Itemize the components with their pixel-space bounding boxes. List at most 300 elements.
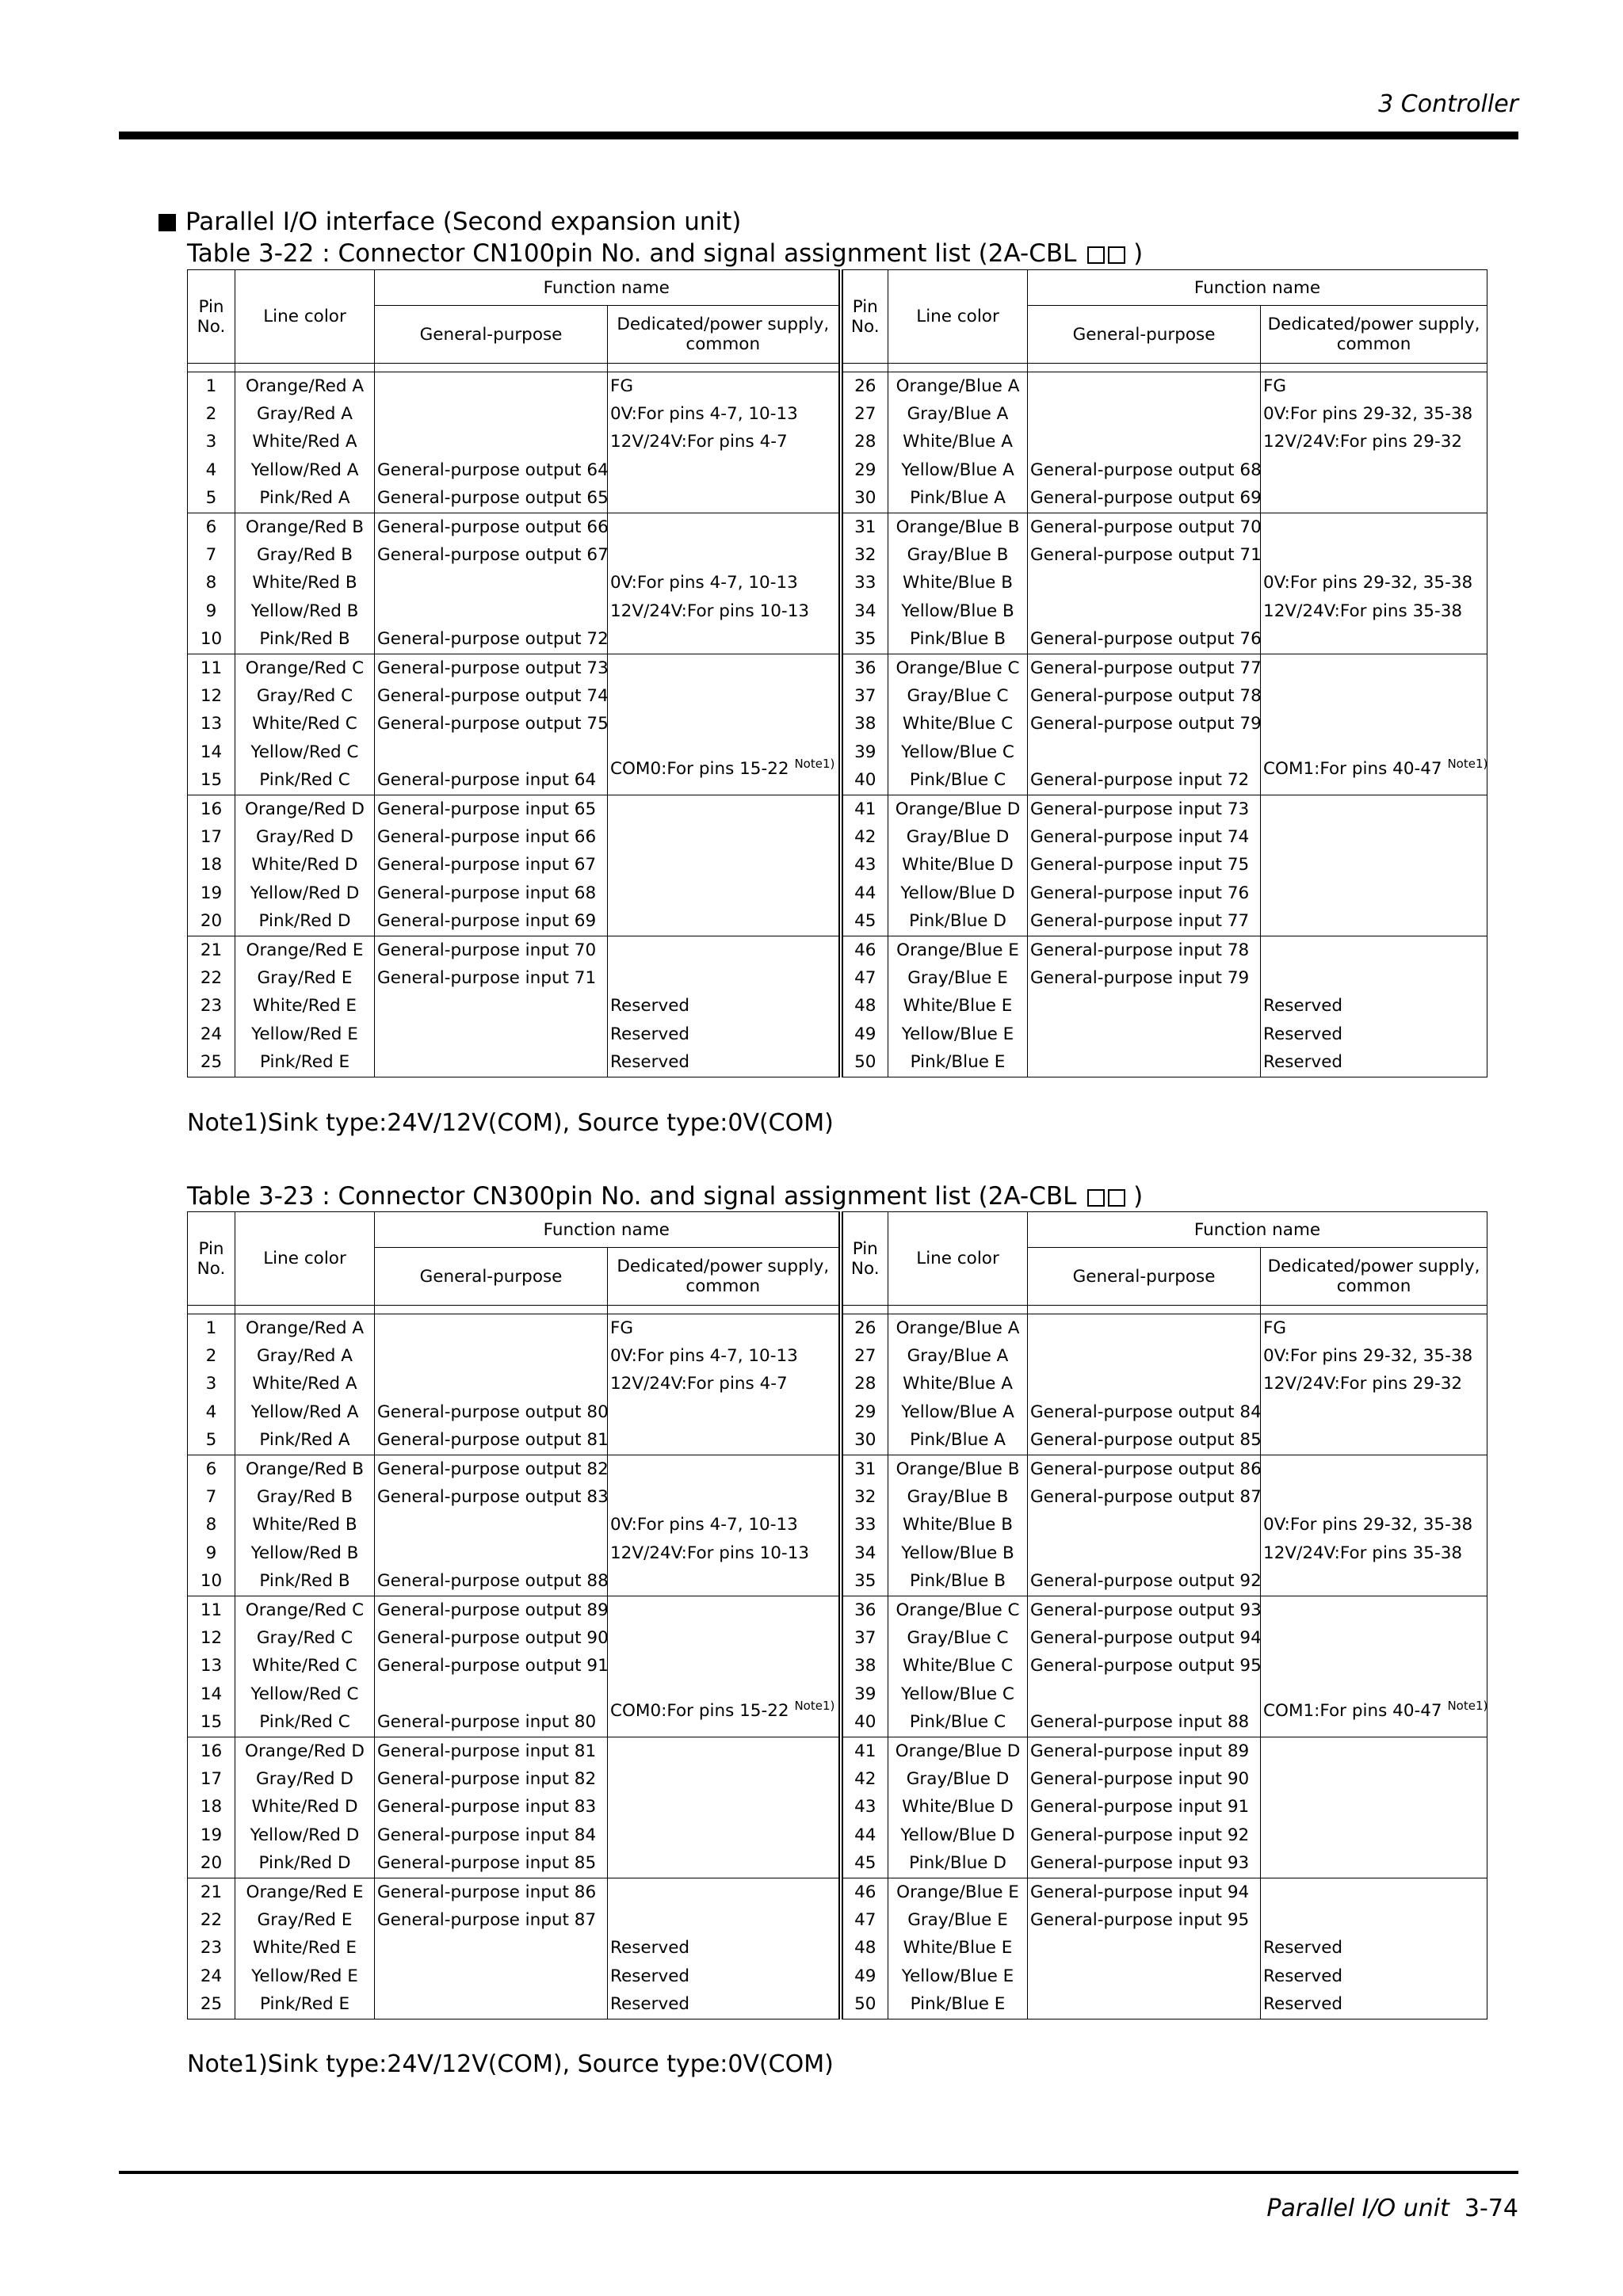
- table-caption: [187, 239, 1143, 268]
- general-purpose: [1028, 1680, 1261, 1708]
- general-purpose: [1028, 1962, 1261, 1990]
- pin-number: 18: [188, 1794, 235, 1821]
- pin-number: 44: [841, 1821, 888, 1849]
- pin-number: 20: [188, 1849, 235, 1878]
- dedicated: [1261, 879, 1487, 907]
- header-dedicated: Dedicated/power supply, common: [1261, 1248, 1487, 1306]
- pin-number: 36: [841, 1596, 888, 1624]
- table-row: [188, 1849, 1487, 1878]
- pin-number: 31: [841, 1455, 888, 1483]
- table-row: [188, 1512, 1487, 1539]
- line-color: Gray/Red A: [235, 1342, 375, 1370]
- placeholder-box-icon: [1087, 1189, 1105, 1207]
- pin-number: 11: [188, 654, 235, 682]
- signal-table: [187, 269, 1487, 1077]
- pin-number: 27: [841, 1342, 888, 1370]
- dedicated: [1261, 456, 1487, 484]
- section-title-text: Parallel I/O interface (Second expansion unit): [185, 208, 742, 236]
- note-ref: Note1): [1447, 756, 1488, 771]
- dedicated: 12V/24V:For pins 4-7: [608, 1371, 841, 1398]
- table-caption-text: Table 3-22 : Connector CN100pin No. and signal assignment list (2A-CBL: [187, 239, 1077, 268]
- table-row: [188, 936, 1487, 964]
- line-color: Orange/Blue D: [888, 795, 1028, 823]
- dedicated: 0V:For pins 29-32, 35-38: [1261, 400, 1487, 428]
- line-color: Orange/Blue A: [888, 1314, 1028, 1343]
- line-color: Orange/Red C: [235, 654, 375, 682]
- table-row: [188, 1794, 1487, 1821]
- general-purpose: General-purpose input 84: [375, 1821, 608, 1849]
- general-purpose: General-purpose input 66: [375, 823, 608, 851]
- pin-number: 9: [188, 597, 235, 625]
- pin-number: 22: [188, 964, 235, 992]
- line-color: White/Blue A: [888, 429, 1028, 456]
- general-purpose: [375, 1512, 608, 1539]
- line-color: Orange/Blue B: [888, 513, 1028, 541]
- table-row: [188, 1737, 1487, 1765]
- pin-number: 37: [841, 682, 888, 710]
- dedicated: [1261, 964, 1487, 992]
- general-purpose: General-purpose output 78: [1028, 682, 1261, 710]
- table-row: [188, 1990, 1487, 2019]
- dedicated: [608, 1821, 841, 1849]
- table-row: [188, 1398, 1487, 1426]
- line-color: Gray/Blue E: [888, 964, 1028, 992]
- table-row: [188, 1314, 1487, 1343]
- dedicated: [1261, 1849, 1487, 1878]
- general-purpose: [375, 1935, 608, 1962]
- dedicated: [1261, 1794, 1487, 1821]
- line-color: Pink/Blue A: [888, 1427, 1028, 1455]
- table-row: [188, 1962, 1487, 1990]
- general-purpose: General-purpose input 73: [1028, 795, 1261, 823]
- pin-number: 45: [841, 1849, 888, 1878]
- pin-number: 32: [841, 1483, 888, 1511]
- table-row: [188, 682, 1487, 710]
- line-color: Gray/Blue E: [888, 1906, 1028, 1934]
- line-color: Gray/Red D: [235, 1765, 375, 1793]
- header-general-purpose: General-purpose: [1028, 1248, 1261, 1306]
- pin-number: 47: [841, 1906, 888, 1934]
- line-color: Yellow/Blue A: [888, 456, 1028, 484]
- line-color: Orange/Blue C: [888, 654, 1028, 682]
- pin-number: 2: [188, 1342, 235, 1370]
- table-row: [188, 1483, 1487, 1511]
- dedicated: [608, 1765, 841, 1793]
- pin-number: 26: [841, 1314, 888, 1343]
- dedicated: 0V:For pins 29-32, 35-38: [1261, 570, 1487, 597]
- dedicated: [1261, 1737, 1487, 1765]
- header-pin: Pin No.: [841, 270, 888, 364]
- line-color: Pink/Blue C: [888, 1708, 1028, 1737]
- pin-number: 43: [841, 1794, 888, 1821]
- header-line-color: Line color: [888, 1212, 1028, 1306]
- table-row: [188, 795, 1487, 823]
- pin-number: 34: [841, 1539, 888, 1567]
- pin-number: 29: [841, 1398, 888, 1426]
- line-color: White/Blue B: [888, 1512, 1028, 1539]
- table-row: [188, 1427, 1487, 1455]
- note-ref: Note1): [1447, 1698, 1488, 1713]
- line-color: Yellow/Blue B: [888, 1539, 1028, 1567]
- general-purpose: General-purpose output 81: [375, 1427, 608, 1455]
- dedicated: 12V/24V:For pins 4-7: [608, 429, 841, 456]
- line-color: White/Blue E: [888, 993, 1028, 1020]
- pin-number: 13: [188, 711, 235, 738]
- pin-number: 39: [841, 1680, 888, 1708]
- general-purpose: [1028, 993, 1261, 1020]
- line-color: Gray/Red B: [235, 1483, 375, 1511]
- header-pin: Pin No.: [841, 1212, 888, 1306]
- general-purpose: [1028, 1048, 1261, 1077]
- general-purpose: General-purpose output 86: [1028, 1455, 1261, 1483]
- header-dedicated: Dedicated/power supply, common: [1261, 306, 1487, 364]
- pin-number: 48: [841, 993, 888, 1020]
- pin-number: 17: [188, 823, 235, 851]
- table-row: [188, 1765, 1487, 1793]
- header-line-color: Line color: [235, 270, 375, 364]
- table-row: [188, 1455, 1487, 1483]
- general-purpose: General-purpose input 64: [375, 766, 608, 795]
- dedicated: FG: [1261, 1314, 1487, 1343]
- general-purpose: [375, 372, 608, 401]
- dedicated: [608, 1596, 841, 1624]
- line-color: Yellow/Red D: [235, 879, 375, 907]
- dedicated: 0V:For pins 29-32, 35-38: [1261, 1512, 1487, 1539]
- general-purpose: General-purpose output 91: [375, 1653, 608, 1680]
- line-color: White/Blue D: [888, 852, 1028, 879]
- general-purpose: General-purpose input 76: [1028, 879, 1261, 907]
- general-purpose: General-purpose input 79: [1028, 964, 1261, 992]
- dedicated: [608, 711, 841, 738]
- note-ref: Note1): [794, 1698, 835, 1713]
- table-row: [188, 1342, 1487, 1370]
- general-purpose: General-purpose output 64: [375, 456, 608, 484]
- line-color: Yellow/Blue E: [888, 1020, 1028, 1048]
- general-purpose: General-purpose input 72: [1028, 766, 1261, 795]
- dedicated: [608, 485, 841, 513]
- header-function-name: Function name: [375, 270, 841, 306]
- line-color: White/Red B: [235, 570, 375, 597]
- dedicated: [608, 1483, 841, 1511]
- pin-number: 4: [188, 1398, 235, 1426]
- pin-number: 26: [841, 372, 888, 401]
- dedicated: [1261, 1398, 1487, 1426]
- general-purpose: General-purpose input 92: [1028, 1821, 1261, 1849]
- header-general-purpose: General-purpose: [1028, 306, 1261, 364]
- placeholder-box-icon: [1108, 1189, 1125, 1207]
- line-color: Gray/Red A: [235, 400, 375, 428]
- table-note: Note1)Sink type:24V/12V(COM), Source type:0V(COM): [187, 2050, 834, 2078]
- general-purpose: [375, 1990, 608, 2019]
- line-color: Orange/Blue B: [888, 1455, 1028, 1483]
- general-purpose: General-purpose input 71: [375, 964, 608, 992]
- pin-number: 5: [188, 485, 235, 513]
- general-purpose: General-purpose input 95: [1028, 1906, 1261, 1934]
- general-purpose: General-purpose input 68: [375, 879, 608, 907]
- dedicated: 12V/24V:For pins 35-38: [1261, 1539, 1487, 1567]
- dedicated: [608, 541, 841, 569]
- header-general-purpose: General-purpose: [375, 1248, 608, 1306]
- general-purpose: [375, 1539, 608, 1567]
- general-purpose: General-purpose output 75: [375, 711, 608, 738]
- line-color: Gray/Blue C: [888, 1624, 1028, 1652]
- line-color: Gray/Blue B: [888, 1483, 1028, 1511]
- line-color: Orange/Blue A: [888, 372, 1028, 401]
- table-row: [188, 626, 1487, 654]
- pin-number: 10: [188, 1568, 235, 1596]
- line-color: Orange/Red D: [235, 795, 375, 823]
- dedicated: [608, 513, 841, 541]
- pin-number: 16: [188, 1737, 235, 1765]
- general-purpose: [375, 1342, 608, 1370]
- dedicated: [608, 1398, 841, 1426]
- dedicated: Reserved: [608, 1020, 841, 1048]
- general-purpose: General-purpose input 94: [1028, 1878, 1261, 1906]
- line-color: Yellow/Blue D: [888, 879, 1028, 907]
- table-caption-end: ): [1133, 239, 1144, 268]
- general-purpose: General-purpose input 86: [375, 1878, 608, 1906]
- header-line-color: Line color: [235, 1212, 375, 1306]
- general-purpose: General-purpose output 90: [375, 1624, 608, 1652]
- general-purpose: General-purpose output 88: [375, 1568, 608, 1596]
- line-color: Pink/Blue A: [888, 485, 1028, 513]
- table-row: [188, 654, 1487, 682]
- line-color: Yellow/Red A: [235, 1398, 375, 1426]
- general-purpose: [375, 1962, 608, 1990]
- footer: [1266, 2195, 1518, 2222]
- pin-number: 7: [188, 1483, 235, 1511]
- square-bullet-icon: [158, 214, 176, 231]
- table-row: [188, 711, 1487, 738]
- pin-number: 49: [841, 1020, 888, 1048]
- header-function-name: Function name: [1028, 270, 1487, 306]
- pin-number: 45: [841, 907, 888, 936]
- line-color: Yellow/Blue A: [888, 1398, 1028, 1426]
- general-purpose: [375, 738, 608, 766]
- pin-number: 33: [841, 570, 888, 597]
- general-purpose: General-purpose output 74: [375, 682, 608, 710]
- pin-number: 33: [841, 1512, 888, 1539]
- table-row: [188, 429, 1487, 456]
- general-purpose: General-purpose input 88: [1028, 1708, 1261, 1737]
- general-purpose: General-purpose output 70: [1028, 513, 1261, 541]
- general-purpose: General-purpose output 71: [1028, 541, 1261, 569]
- line-color: White/Red A: [235, 429, 375, 456]
- pin-number: 40: [841, 1708, 888, 1737]
- line-color: Orange/Red C: [235, 1596, 375, 1624]
- line-color: Gray/Blue D: [888, 1765, 1028, 1793]
- footer-title: Parallel I/O unit: [1266, 2195, 1449, 2222]
- line-color: Yellow/Red C: [235, 1680, 375, 1708]
- pin-number: 17: [188, 1765, 235, 1793]
- table-row: [188, 1539, 1487, 1567]
- pin-number: 50: [841, 1048, 888, 1077]
- table-row: [188, 1878, 1487, 1906]
- pin-number: 43: [841, 852, 888, 879]
- dedicated: [608, 1427, 841, 1455]
- line-color: Pink/Blue C: [888, 766, 1028, 795]
- line-color: White/Blue A: [888, 1371, 1028, 1398]
- pin-number: 34: [841, 597, 888, 625]
- line-color: Gray/Blue A: [888, 400, 1028, 428]
- general-purpose: [375, 1371, 608, 1398]
- line-color: Yellow/Red B: [235, 597, 375, 625]
- line-color: Yellow/Red C: [235, 738, 375, 766]
- table-row: [188, 597, 1487, 625]
- dedicated: [608, 626, 841, 654]
- line-color: Gray/Blue B: [888, 541, 1028, 569]
- dedicated: Reserved: [1261, 1935, 1487, 1962]
- com-text: COM0:For pins 15-22: [610, 758, 789, 779]
- com-cell: [608, 1680, 841, 1737]
- general-purpose: General-purpose output 68: [1028, 456, 1261, 484]
- pin-number: 35: [841, 626, 888, 654]
- line-color: White/Red E: [235, 1935, 375, 1962]
- line-color: Pink/Blue E: [888, 1990, 1028, 2019]
- general-purpose: [375, 1048, 608, 1077]
- table-row: [188, 852, 1487, 879]
- dedicated: [608, 682, 841, 710]
- line-color: White/Blue B: [888, 570, 1028, 597]
- pin-number: 41: [841, 795, 888, 823]
- general-purpose: [1028, 429, 1261, 456]
- pin-number: 44: [841, 879, 888, 907]
- table-caption-text: Table 3-23 : Connector CN300pin No. and signal assignment list (2A-CBL: [187, 1182, 1077, 1211]
- dedicated: 12V/24V:For pins 10-13: [608, 597, 841, 625]
- dedicated: [1261, 907, 1487, 936]
- dedicated: [1261, 1906, 1487, 1934]
- general-purpose: [1028, 1371, 1261, 1398]
- table-row: [188, 513, 1487, 541]
- general-purpose: [1028, 1314, 1261, 1343]
- com-cell: [1261, 738, 1487, 795]
- table-row: [188, 1624, 1487, 1652]
- page-number: 3-74: [1464, 2195, 1518, 2222]
- general-purpose: General-purpose output 93: [1028, 1596, 1261, 1624]
- general-purpose: General-purpose output 77: [1028, 654, 1261, 682]
- table-row: [188, 964, 1487, 992]
- pin-number: 6: [188, 513, 235, 541]
- placeholder-box-icon: [1108, 246, 1125, 264]
- general-purpose: General-purpose input 90: [1028, 1765, 1261, 1793]
- dedicated: [1261, 711, 1487, 738]
- pin-number: 1: [188, 372, 235, 401]
- dedicated: [608, 795, 841, 823]
- general-purpose: General-purpose output 95: [1028, 1653, 1261, 1680]
- pin-number: 38: [841, 1653, 888, 1680]
- general-purpose: General-purpose input 75: [1028, 852, 1261, 879]
- line-color: Gray/Blue D: [888, 823, 1028, 851]
- header-function-name: Function name: [1028, 1212, 1487, 1248]
- line-color: Orange/Blue D: [888, 1737, 1028, 1765]
- pin-number: 37: [841, 1624, 888, 1652]
- general-purpose: [1028, 1990, 1261, 2019]
- line-color: White/Blue C: [888, 1653, 1028, 1680]
- dedicated: [1261, 1624, 1487, 1652]
- dedicated: Reserved: [1261, 1048, 1487, 1077]
- line-color: Yellow/Red E: [235, 1020, 375, 1048]
- pin-number: 19: [188, 1821, 235, 1849]
- pin-number: 21: [188, 936, 235, 964]
- pin-number: 24: [188, 1020, 235, 1048]
- general-purpose: General-purpose output 85: [1028, 1427, 1261, 1455]
- placeholder-box-icon: [1087, 246, 1105, 264]
- pin-number: 39: [841, 738, 888, 766]
- dedicated: [608, 907, 841, 936]
- line-color: Gray/Red E: [235, 964, 375, 992]
- table-note: Note1)Sink type:24V/12V(COM), Source type:0V(COM): [187, 1109, 834, 1137]
- pin-number: 21: [188, 1878, 235, 1906]
- pin-number: 7: [188, 541, 235, 569]
- dedicated: [1261, 1653, 1487, 1680]
- pin-number: 20: [188, 907, 235, 936]
- pin-number: 32: [841, 541, 888, 569]
- pin-number: 12: [188, 682, 235, 710]
- dedicated: [608, 823, 841, 851]
- dedicated: Reserved: [1261, 1020, 1487, 1048]
- table-row: [188, 1568, 1487, 1596]
- general-purpose: [375, 1020, 608, 1048]
- general-purpose: [1028, 1539, 1261, 1567]
- dedicated: [608, 1906, 841, 1934]
- line-color: Orange/Blue E: [888, 936, 1028, 964]
- line-color: Orange/Red D: [235, 1737, 375, 1765]
- general-purpose: General-purpose output 79: [1028, 711, 1261, 738]
- general-purpose: General-purpose output 94: [1028, 1624, 1261, 1652]
- line-color: Pink/Blue E: [888, 1048, 1028, 1077]
- line-color: Gray/Red C: [235, 1624, 375, 1652]
- pin-number: 41: [841, 1737, 888, 1765]
- dedicated: 0V:For pins 4-7, 10-13: [608, 570, 841, 597]
- general-purpose: General-purpose input 74: [1028, 823, 1261, 851]
- line-color: Pink/Blue B: [888, 626, 1028, 654]
- line-color: White/Blue C: [888, 711, 1028, 738]
- line-color: Orange/Blue E: [888, 1878, 1028, 1906]
- line-color: Gray/Red E: [235, 1906, 375, 1934]
- pin-number: 23: [188, 993, 235, 1020]
- general-purpose: [375, 429, 608, 456]
- pin-number: 47: [841, 964, 888, 992]
- general-purpose: General-purpose output 72: [375, 626, 608, 654]
- line-color: Gray/Blue A: [888, 1342, 1028, 1370]
- table-row: [188, 738, 1487, 766]
- general-purpose: General-purpose input 82: [375, 1765, 608, 1793]
- general-purpose: [1028, 597, 1261, 625]
- header-rule: [119, 132, 1518, 139]
- dedicated: [608, 1849, 841, 1878]
- table-row: [188, 1680, 1487, 1708]
- dedicated: [1261, 852, 1487, 879]
- pin-number: 40: [841, 766, 888, 795]
- line-color: Pink/Blue D: [888, 907, 1028, 936]
- general-purpose: General-purpose output 69: [1028, 485, 1261, 513]
- line-color: Yellow/Blue B: [888, 597, 1028, 625]
- pin-number: 29: [841, 456, 888, 484]
- table-row: [188, 456, 1487, 484]
- general-purpose: General-purpose output 80: [375, 1398, 608, 1426]
- pin-number: 27: [841, 400, 888, 428]
- table-row: [188, 1653, 1487, 1680]
- dedicated: Reserved: [1261, 1962, 1487, 1990]
- pin-number: 4: [188, 456, 235, 484]
- general-purpose: General-purpose input 65: [375, 795, 608, 823]
- general-purpose: [375, 570, 608, 597]
- dedicated: Reserved: [608, 1935, 841, 1962]
- header-pin: Pin No.: [188, 1212, 235, 1306]
- line-color: Gray/Red D: [235, 823, 375, 851]
- line-color: Gray/Red C: [235, 682, 375, 710]
- line-color: Pink/Red E: [235, 1990, 375, 2019]
